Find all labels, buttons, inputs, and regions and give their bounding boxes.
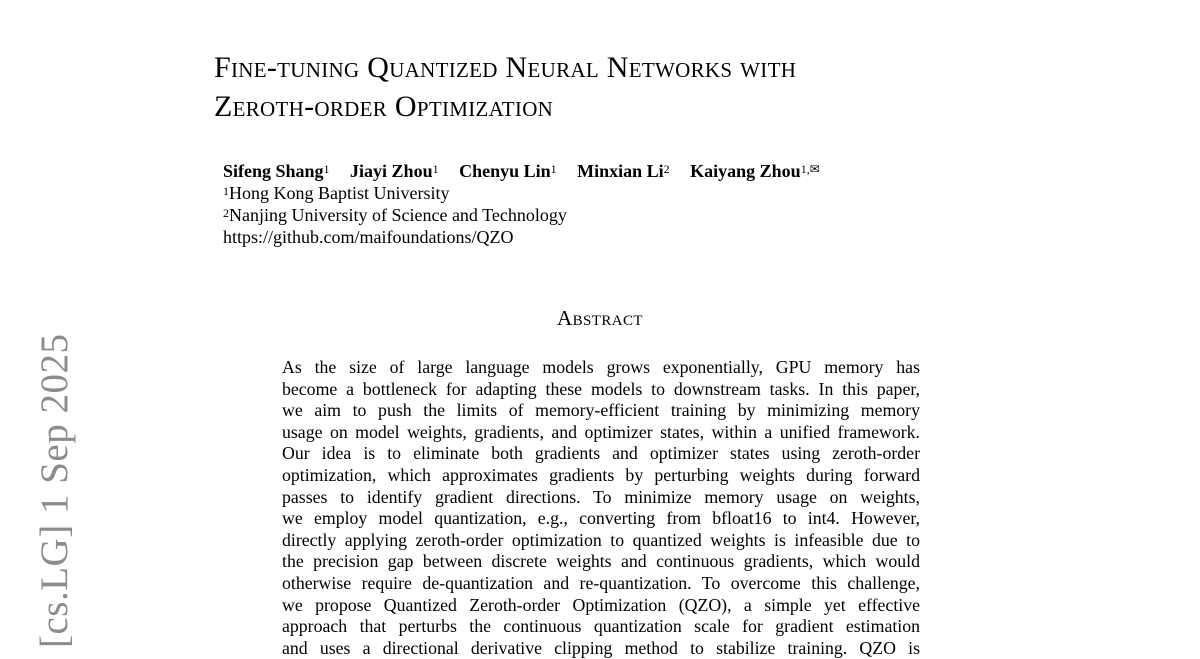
author-name: Chenyu Lin xyxy=(459,161,551,181)
affiliation xyxy=(223,204,836,226)
author xyxy=(577,161,670,181)
abstract-line: we propose Quantized Zeroth-order Optimization (QZO), a simple yet effective xyxy=(282,594,920,615)
author-name: Kaiyang Zhou xyxy=(690,161,801,181)
affiliation xyxy=(223,182,836,204)
abstract-line: Our idea is to eliminate both gradients and optimizer states using zeroth-order xyxy=(282,443,920,464)
author-block xyxy=(223,160,836,248)
repo-link[interactable]: https://github.com/maifoundations/QZO xyxy=(223,227,514,247)
author-affiliation-mark: 1 xyxy=(432,162,439,176)
abstract-line: usage on model weights, gradients, and optimizer states, within a unified framework. xyxy=(282,421,920,442)
abstract-line: passes to identify gradient directions. To minimize memory usage on weights, xyxy=(282,486,920,507)
author-list xyxy=(223,160,836,182)
author-affiliation-mark: 1 xyxy=(550,162,557,176)
abstract-line: optimization, which approximates gradients by perturbing weights during forward xyxy=(282,464,920,485)
affiliation-mark: 1 xyxy=(223,184,229,198)
abstract-line: otherwise require de-quantization and re-quantization. To overcome this challenge, xyxy=(282,572,920,593)
abstract-line: approach that perturbs the continuous quantization scale for gradient estimation xyxy=(282,616,920,637)
abstract-line: we aim to push the limits of memory-efficient training by minimizing memory xyxy=(282,400,920,421)
abstract-line: and uses a directional derivative clipping method to stabilize training. QZO is xyxy=(282,637,920,658)
author-affiliation-mark: 1 xyxy=(323,162,330,176)
title-line-2: Zeroth-order Optimization xyxy=(214,90,554,123)
arxiv-stamp: [cs.LG] 1 Sep 2025 xyxy=(33,333,76,648)
author-name: Jiayi Zhou xyxy=(350,161,433,181)
abstract-line: directly applying zeroth-order optimization to quantized weights is infeasible due to xyxy=(282,529,920,550)
affiliation-mark: 2 xyxy=(223,206,229,220)
abstract-line: the precision gap between discrete weights and continuous gradients, which would xyxy=(282,551,920,572)
author-name: Sifeng Shang xyxy=(223,161,324,181)
title-line-1: Fine-tuning Quantized Neural Networks with xyxy=(214,51,797,84)
abstract-heading: Abstract xyxy=(557,306,643,330)
author xyxy=(223,161,330,181)
author-name: Minxian Li xyxy=(577,161,664,181)
abstract-line: become a bottleneck for adapting these models to downstream tasks. In this paper, xyxy=(282,378,920,399)
author xyxy=(350,161,439,181)
abstract-line: As the size of large language models grows exponentially, GPU memory has xyxy=(282,357,920,377)
author xyxy=(690,161,820,181)
author xyxy=(459,161,557,181)
affiliation-name: Nanjing University of Science and Technology xyxy=(229,205,567,225)
author-affiliation-mark: 1,✉ xyxy=(800,162,820,176)
abstract-body xyxy=(282,357,920,659)
affiliation-name: Hong Kong Baptist University xyxy=(229,183,450,203)
author-affiliation-mark: 2 xyxy=(663,162,670,176)
abstract-line: we employ model quantization, e.g., converting from bfloat16 to int4. However, xyxy=(282,508,920,529)
paper-title xyxy=(214,48,796,126)
